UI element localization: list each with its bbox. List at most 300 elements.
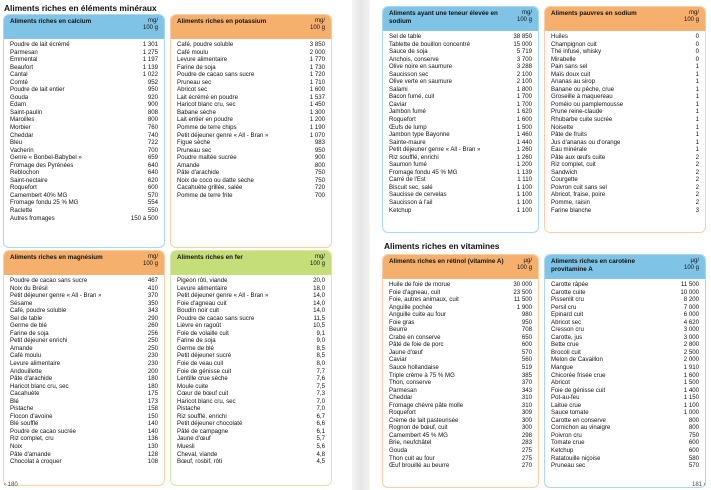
table-row — [389, 304, 532, 312]
table-row — [177, 413, 325, 421]
table-row — [551, 341, 699, 349]
food-name: Mirabelle — [551, 55, 576, 63]
food-name: Pâte aux œufs cuite — [551, 153, 606, 161]
food-value: 7,6 — [316, 375, 325, 383]
food-name: Noix — [10, 443, 23, 451]
iron-card — [170, 250, 332, 486]
table-row — [551, 356, 699, 364]
table-row — [389, 33, 532, 41]
table-row — [10, 177, 158, 185]
food-value: 1 200 — [309, 116, 325, 124]
food-value: 1 537 — [309, 93, 325, 101]
table-row — [389, 372, 532, 380]
table-row — [177, 428, 325, 436]
table-row — [551, 199, 699, 207]
table-row — [551, 63, 699, 71]
food-name: Rhubarbe cuite sucrée — [551, 116, 613, 124]
table-row — [177, 184, 325, 192]
food-name: Foie de génisse cuit — [177, 367, 232, 375]
food-value: 108 — [147, 458, 158, 466]
table-row — [551, 455, 699, 463]
food-value: 720 — [314, 184, 325, 192]
table-row — [389, 124, 532, 132]
table-row — [389, 63, 532, 71]
table-row — [177, 162, 325, 170]
food-name: Petit déjeuner genre « All - Bran » — [389, 146, 481, 154]
food-value: 2 — [695, 168, 699, 176]
food-name: Rognon de bœuf, cuit — [389, 424, 448, 432]
food-value: 750 — [314, 169, 325, 177]
food-name: Lentille crue sèche — [177, 375, 228, 383]
table-row — [10, 139, 158, 147]
table-row — [10, 398, 158, 406]
table-row — [389, 379, 532, 387]
table-row — [177, 124, 325, 132]
food-name: Thé infusé, whisky — [551, 48, 602, 56]
table-row — [551, 101, 699, 109]
table-row — [177, 368, 325, 376]
food-name: Tomate crue — [551, 439, 585, 447]
food-value: 250 — [147, 337, 158, 345]
card-unit: mg/ 100 g — [142, 254, 158, 267]
table-row — [177, 177, 325, 185]
food-value: 9,0 — [316, 337, 325, 345]
food-value: 3 — [695, 206, 699, 214]
food-name: Sandwich — [551, 168, 578, 176]
food-name: Morbier — [10, 124, 31, 132]
table-row — [10, 154, 158, 162]
food-value: 2 — [695, 183, 699, 191]
table-row — [389, 319, 532, 327]
food-value: 6 000 — [683, 311, 699, 319]
food-name: Fromage fondu 25 % MG — [10, 199, 79, 207]
table-row — [177, 360, 325, 368]
table-row — [389, 146, 532, 154]
food-value: 0 — [695, 48, 699, 56]
table-row — [551, 334, 699, 342]
food-name: Sauce hollandaise — [389, 364, 439, 372]
card-rows — [4, 275, 164, 466]
table-row — [177, 292, 325, 300]
table-row — [551, 169, 699, 177]
table-row — [389, 455, 532, 463]
food-value: 7,5 — [316, 382, 325, 390]
food-value: 1 620 — [516, 108, 532, 116]
food-value: 6,7 — [316, 412, 325, 420]
food-name: Café moulu — [10, 352, 42, 360]
table-row — [389, 349, 532, 357]
food-name: Saucisson à l'ail — [389, 199, 433, 207]
food-value: 256 — [147, 329, 158, 337]
food-name: Melon de Cavaillon — [551, 356, 603, 364]
food-name: Noix du Brésil — [10, 284, 48, 292]
food-value: 1 022 — [142, 71, 158, 79]
food-value: 15 000 — [513, 40, 532, 48]
table-row — [177, 116, 325, 124]
card-header — [4, 15, 164, 39]
card-rows — [4, 39, 164, 222]
food-value: 1 730 — [309, 63, 325, 71]
food-value: 2 100 — [516, 70, 532, 78]
food-name: Reblochon — [10, 169, 40, 177]
table-row — [551, 462, 699, 470]
food-value: 1 700 — [516, 100, 532, 108]
food-name: Champignon cuit — [551, 40, 597, 48]
food-name: Abricot sec — [177, 86, 208, 94]
table-row — [389, 439, 532, 447]
food-value: 0 — [695, 33, 699, 40]
food-name: Amande — [10, 344, 33, 352]
food-value: 1 900 — [516, 303, 532, 311]
table-row — [389, 78, 532, 86]
table-row — [10, 71, 158, 79]
table-row — [177, 192, 325, 200]
table-row — [177, 277, 325, 285]
table-row — [177, 49, 325, 57]
table-row — [177, 443, 325, 451]
card-rows — [545, 279, 705, 470]
food-name: Pomme de terre chips — [177, 124, 237, 132]
food-value: 800 — [688, 424, 699, 432]
food-value: 1 110 — [517, 176, 532, 184]
food-name: Pruneau sec — [177, 78, 212, 86]
table-row — [551, 372, 699, 380]
table-row — [389, 116, 532, 124]
table-row — [389, 161, 532, 169]
table-row — [551, 71, 699, 79]
food-value: 130 — [147, 443, 158, 451]
table-row — [177, 86, 325, 94]
food-name: Lièvre en ragoût — [177, 322, 222, 330]
food-name: Sauce de soja — [389, 48, 428, 56]
food-value: 14,0 — [313, 307, 325, 315]
table-row — [177, 307, 325, 315]
table-row — [177, 451, 325, 459]
card-header — [171, 251, 331, 275]
magnesium-card — [3, 250, 165, 486]
calcium-card — [3, 14, 165, 248]
food-value: 659 — [147, 154, 158, 162]
food-value: 7,0 — [316, 405, 325, 413]
card-header — [383, 7, 538, 31]
table-row — [10, 375, 158, 383]
food-name: Gouda — [389, 447, 408, 455]
food-value: 808 — [147, 108, 158, 116]
food-name: Jus d'ananas ou d'orange — [551, 138, 621, 146]
high-sodium-card — [382, 6, 539, 233]
table-row — [177, 375, 325, 383]
potassium-card — [170, 14, 332, 248]
food-value: 300 — [521, 416, 532, 424]
food-value: 708 — [521, 326, 532, 334]
food-name: Sauce tomate — [551, 409, 589, 417]
food-value: 290 — [147, 314, 158, 322]
food-name: Olive verte en saumure — [389, 78, 452, 86]
table-row — [10, 101, 158, 109]
food-value: 10 000 — [680, 288, 699, 296]
table-row — [551, 124, 699, 132]
food-value: 150 — [147, 412, 158, 420]
food-value: 980 — [521, 311, 532, 319]
food-value: 8,5 — [316, 352, 325, 360]
food-name: Boudin noir cuit — [177, 307, 220, 315]
right-page — [370, 0, 711, 490]
card-rows — [545, 31, 705, 214]
food-value: 920 — [147, 93, 158, 101]
table-row — [551, 432, 699, 440]
food-value: 1 — [695, 116, 699, 124]
food-name: Beurre — [389, 326, 408, 334]
food-name: Pissenlit cru — [551, 296, 584, 304]
food-value: 2 — [695, 153, 699, 161]
food-name: Anguille pochée — [389, 303, 433, 311]
card-header — [545, 7, 705, 31]
table-row — [551, 33, 699, 41]
card-rows — [383, 279, 538, 470]
food-value: 550 — [147, 207, 158, 215]
food-name: Foie d'agneau cuit — [177, 299, 227, 307]
food-value: 983 — [314, 139, 325, 147]
table-row — [10, 215, 158, 223]
food-value: 3 700 — [516, 55, 532, 63]
table-row — [389, 341, 532, 349]
table-row — [177, 383, 325, 391]
left-page — [0, 0, 352, 490]
table-row — [551, 176, 699, 184]
table-row — [10, 94, 158, 102]
table-row — [10, 292, 158, 300]
food-name: Saumon fumé — [389, 161, 427, 169]
card-rows — [171, 39, 331, 199]
food-value: 600 — [688, 447, 699, 455]
table-row — [389, 41, 532, 49]
food-name: Blé soufflé — [10, 420, 39, 428]
food-name: Pâté de campagne — [177, 427, 229, 435]
table-row — [10, 322, 158, 330]
food-value: 800 — [147, 116, 158, 124]
food-value: 343 — [147, 307, 158, 315]
food-value: 136 — [147, 435, 158, 443]
table-row — [551, 319, 699, 327]
table-row — [177, 300, 325, 308]
food-name: Bleu — [10, 139, 23, 147]
table-row — [551, 296, 699, 304]
food-name: Noix de coco ou datte sèche — [177, 176, 254, 184]
food-value: 260 — [147, 322, 158, 330]
food-name: Jambon type Bayonne — [389, 131, 450, 139]
food-name: Carré de l'Est — [389, 176, 426, 184]
table-row — [10, 345, 158, 353]
food-value: 11 500 — [680, 281, 699, 288]
minerals-section-title: Aliments riches en éléments minéraux — [4, 3, 157, 13]
table-row — [389, 462, 532, 470]
food-name: Parmesan — [389, 386, 417, 394]
table-row — [177, 315, 325, 323]
food-value: 640 — [147, 161, 158, 169]
food-name: Pomme de terre frite — [177, 191, 233, 199]
table-row — [177, 435, 325, 443]
food-name: Cacahuète — [10, 390, 40, 398]
left-page-number: ‹ 180 — [4, 482, 18, 488]
food-name: Groseille à maquereau — [551, 93, 613, 101]
food-value: 1 400 — [683, 386, 699, 394]
food-name: Petit déjeuner genre « All - Bran » — [177, 292, 269, 300]
food-value: 580 — [688, 454, 699, 462]
food-name: Poméio ou pamplemousse — [551, 100, 624, 108]
food-name: Jambon fumé — [389, 108, 426, 116]
food-value: 640 — [147, 169, 158, 177]
table-row — [389, 191, 532, 199]
food-value: 750 — [314, 176, 325, 184]
food-value: 300 — [521, 424, 532, 432]
food-name: Farine de soja — [177, 337, 216, 345]
table-row — [10, 64, 158, 72]
food-value: 570 — [147, 191, 158, 199]
table-row — [389, 447, 532, 455]
card-title: Aliments pauvres en sodium — [551, 10, 637, 17]
food-name: Café, poudre soluble — [10, 307, 67, 315]
food-name: Saint-nectaire — [10, 176, 48, 184]
food-name: Cheddar — [389, 394, 413, 402]
food-value: 1 440 — [516, 138, 532, 146]
table-row — [551, 289, 699, 297]
table-row — [389, 356, 532, 364]
table-row — [10, 147, 158, 155]
food-name: Bœuf, rosbif, rôti — [177, 458, 223, 466]
table-row — [177, 139, 325, 147]
food-value: 270 — [521, 462, 532, 470]
food-value: 283 — [521, 439, 532, 447]
table-row — [389, 432, 532, 440]
card-unit: µg/ 100 g — [516, 258, 532, 271]
food-value: 952 — [147, 78, 158, 86]
food-value: 600 — [521, 341, 532, 349]
food-name: Sel de table — [389, 33, 422, 40]
food-value: 570 — [521, 348, 532, 356]
table-row — [10, 428, 158, 436]
food-name: Roquefort — [389, 116, 416, 124]
card-title: Aliments riches en fer — [177, 254, 243, 261]
food-value: 298 — [521, 431, 532, 439]
food-name: Petit déjeuner sucré — [177, 352, 232, 360]
food-value: 722 — [147, 139, 158, 147]
food-value: 1 800 — [516, 85, 532, 93]
food-value: 2 500 — [683, 348, 699, 356]
table-row — [389, 56, 532, 64]
card-title: Aliments riches en magnésium — [10, 254, 103, 261]
retinol-card — [382, 254, 539, 488]
card-unit: mg/ 100 g — [516, 10, 532, 23]
food-name: Épinard cuit — [551, 311, 584, 319]
table-row — [10, 413, 158, 421]
food-name: Foie de veau cuit — [177, 360, 224, 368]
food-name: Pot-au-feu — [551, 394, 580, 402]
food-value: 1 300 — [309, 108, 325, 116]
food-name: Petit déjeuner enrichi — [10, 337, 68, 345]
table-row — [177, 79, 325, 87]
table-row — [10, 368, 158, 376]
food-name: Figue sèche — [177, 139, 211, 147]
table-row — [389, 281, 532, 289]
food-name: Cheddar — [10, 131, 34, 139]
food-name: Huile de foie de morue — [389, 281, 451, 288]
food-value: 1 139 — [142, 63, 158, 71]
food-name: Carotte en conserve — [551, 416, 606, 424]
table-row — [10, 420, 158, 428]
food-value: 2 — [695, 176, 699, 184]
table-row — [389, 387, 532, 395]
food-name: Pâte d'arachide — [177, 169, 220, 177]
table-row — [389, 409, 532, 417]
food-name: Poudre de lait entier — [10, 86, 65, 94]
card-title: Aliments ayant une teneur élevée en sodium — [389, 10, 498, 25]
food-value: 140 — [147, 420, 158, 428]
table-row — [389, 154, 532, 162]
food-name: Pomme, raisin — [551, 199, 590, 207]
food-name: Poivron cru — [551, 431, 582, 439]
table-row — [551, 379, 699, 387]
food-value: 7,0 — [316, 397, 325, 405]
table-row — [10, 169, 158, 177]
table-row — [389, 176, 532, 184]
food-value: 8 200 — [683, 296, 699, 304]
food-name: Chocolat à croquer — [10, 458, 62, 466]
food-value: 5 719 — [516, 48, 532, 56]
table-row — [389, 86, 532, 94]
table-row — [389, 424, 532, 432]
food-name: Prune reine-claude — [551, 108, 603, 116]
table-row — [10, 458, 158, 466]
table-row — [10, 86, 158, 94]
food-name: Poivron cuit sans sel — [551, 183, 607, 191]
food-name: Fromage fondu 45 % MG — [389, 168, 458, 176]
food-value: 1 — [695, 108, 699, 116]
right-page-number: 181 › — [692, 482, 706, 488]
food-name: Thon cuit au four — [389, 454, 435, 462]
food-value: 7 000 — [683, 303, 699, 311]
food-name: Poudre de cacao sans sucre — [10, 277, 88, 284]
food-name: Poudre de lait écrémé — [10, 41, 70, 48]
food-name: Courgette — [551, 176, 578, 184]
card-unit: mg/ 100 g — [683, 10, 699, 23]
food-value: 8,0 — [316, 360, 325, 368]
food-name: Petit déjeuner chocolaté — [177, 420, 243, 428]
card-title: Aliments riches en calcium — [10, 18, 92, 25]
card-unit: mg/ 100 g — [309, 18, 325, 31]
food-name: Abricot sec — [551, 318, 582, 326]
food-value: 560 — [521, 356, 532, 364]
table-row — [177, 56, 325, 64]
food-value: 760 — [147, 124, 158, 132]
table-row — [551, 281, 699, 289]
food-value: 30 000 — [513, 281, 532, 288]
food-name: Abricot, fraise, poire — [551, 191, 606, 199]
table-row — [389, 108, 532, 116]
low-sodium-card — [544, 6, 706, 233]
table-row — [551, 154, 699, 162]
table-row — [10, 124, 158, 132]
food-value: 1 100 — [516, 191, 532, 199]
food-value: 1 000 — [683, 409, 699, 417]
food-value: 23 500 — [513, 288, 532, 296]
table-row — [177, 322, 325, 330]
food-name: Pâte de fruits — [551, 131, 587, 139]
food-name: Petit déjeuner genre « All - Bran » — [10, 292, 102, 300]
table-row — [389, 199, 532, 207]
food-value: 1 450 — [309, 101, 325, 109]
food-value: 650 — [521, 333, 532, 341]
food-value: 1 600 — [683, 371, 699, 379]
